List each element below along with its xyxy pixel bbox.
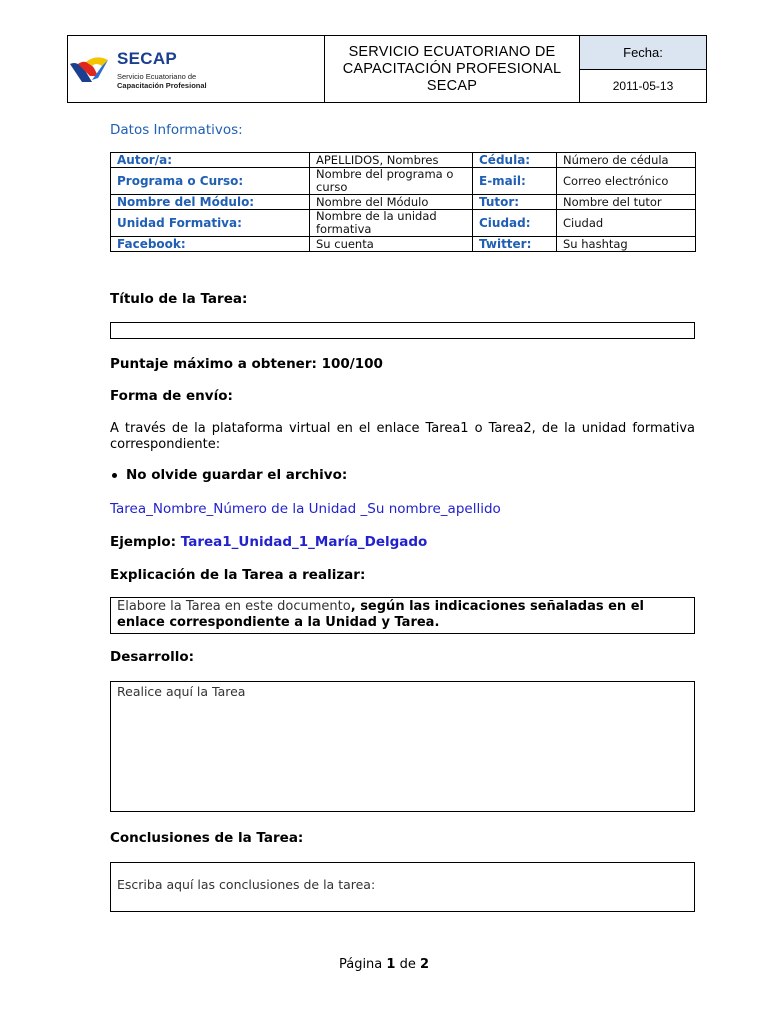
page-total: 2 — [419, 957, 430, 972]
document-header — [67, 35, 707, 103]
info-value[interactable]: APELLIDOS, Nombres — [310, 153, 473, 168]
logo-subtitle: Servicio Ecuatoriano de — [117, 72, 197, 81]
info-value[interactable]: Número de cédula — [557, 153, 696, 168]
header-title-line: CAPACITACIÓN PROFESIONAL — [342, 60, 562, 77]
info-label: Facebook: — [111, 237, 310, 252]
explicacion-text-bold: , según las indicaciones señaladas en el enlace correspondiente a la Unidad y Tarea. — [117, 599, 644, 630]
date-cell — [580, 36, 706, 102]
filename-pattern: Tarea_Nombre_Número de la Unidad _Su nombre_apellido — [110, 501, 501, 517]
forma-envio-label: Forma de envío: — [110, 388, 233, 404]
info-value[interactable]: Nombre de la unidad formativa — [310, 210, 473, 237]
header-title-line: SERVICIO ECUATORIANO DE — [348, 43, 556, 60]
conclusiones-field[interactable]: Escriba aquí las conclusiones de la tarea: — [110, 862, 695, 912]
table-row — [111, 168, 696, 195]
info-label: Nombre del Módulo: — [111, 195, 310, 210]
bullet-item — [112, 467, 347, 483]
conclusiones-label: Conclusiones de la Tarea: — [110, 830, 304, 846]
forma-envio-text: A través de la plataforma virtual en el enlace Tarea1 o Tarea2, de la unidad formativa correspondiente: — [110, 421, 695, 452]
logo-cell — [68, 36, 325, 102]
ejemplo-value: Tarea1_Unidad_1_María_Delgado — [180, 534, 428, 550]
info-value[interactable]: Nombre del programa o curso — [310, 168, 473, 195]
ejemplo-line — [110, 534, 427, 550]
info-value[interactable]: Su hashtag — [557, 237, 696, 252]
titulo-tarea-label: Título de la Tarea: — [110, 291, 248, 307]
bullet-icon — [112, 473, 117, 478]
header-title — [325, 36, 580, 102]
desarrollo-label: Desarrollo: — [110, 649, 195, 665]
page-footer — [0, 957, 768, 972]
info-table — [110, 152, 696, 252]
page-current: 1 — [386, 957, 396, 972]
explicacion-label: Explicación de la Tarea a realizar: — [110, 567, 366, 583]
info-label: Ciudad: — [473, 210, 557, 237]
info-label: Cédula: — [473, 153, 557, 168]
date-label: Fecha: — [580, 36, 706, 70]
header-title-line: SECAP — [426, 77, 478, 94]
info-label: Tutor: — [473, 195, 557, 210]
info-label: Twitter: — [473, 237, 557, 252]
date-value: 2011-05-13 — [612, 79, 674, 93]
desarrollo-field[interactable]: Realice aquí la Tarea — [110, 681, 695, 812]
info-label: Unidad Formativa: — [111, 210, 310, 237]
explicacion-box[interactable] — [110, 597, 695, 634]
page-of: de — [399, 957, 416, 972]
info-value[interactable]: Ciudad — [557, 210, 696, 237]
table-row — [111, 195, 696, 210]
info-label: Programa o Curso: — [111, 168, 310, 195]
puntaje-text: Puntaje máximo a obtener: 100/100 — [110, 356, 383, 372]
secap-logo-icon — [68, 50, 116, 90]
info-label: Autor/a: — [111, 153, 310, 168]
info-value[interactable]: Correo electrónico — [557, 168, 696, 195]
bullet-text: No olvide guardar el archivo: — [126, 467, 348, 483]
datos-heading: Datos Informativos: — [110, 122, 243, 138]
info-value[interactable]: Su cuenta — [310, 237, 473, 252]
info-value[interactable]: Nombre del tutor — [557, 195, 696, 210]
logo-subtitle-bold: Capacitación Profesional — [117, 81, 207, 90]
logo-brand-text: SECAP — [117, 49, 178, 68]
ejemplo-label: Ejemplo: — [110, 534, 177, 550]
table-row — [111, 153, 696, 168]
explicacion-text: Elabore la Tarea en este documento — [117, 599, 351, 614]
info-value[interactable]: Nombre del Módulo — [310, 195, 473, 210]
info-label: E-mail: — [473, 168, 557, 195]
table-row — [111, 210, 696, 237]
titulo-tarea-field[interactable] — [110, 322, 695, 339]
table-row — [111, 237, 696, 252]
page-word: Página — [338, 957, 383, 972]
